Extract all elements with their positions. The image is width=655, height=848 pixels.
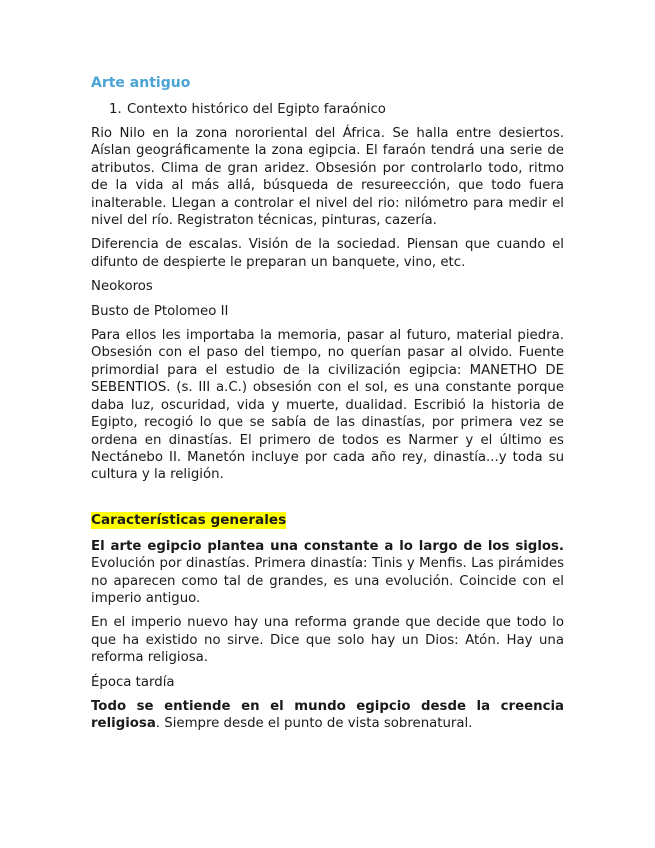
numbered-list [91, 101, 564, 119]
paragraph-creencia [91, 698, 564, 733]
bold-sentence: El arte egipcio plantea una constante a lo largo de los siglos. [91, 538, 564, 554]
list-item [91, 101, 564, 119]
section-heading-highlighted: Características generales [91, 511, 287, 528]
spacer [91, 491, 564, 509]
paragraph-nilo: Rio Nilo en la zona nororiental del África. Se halla entre desiertos. Aíslan geográficamente la zona egipcia. El faraón tendrá una serie de atributos. Clima de gran aridez. Obsesión por controlarlo todo, ritmo de la vida al más allá, búsqueda de resureección, que todo fuera inalterable. Llegan a controlar el nivel del rio: nilómetro para medir el nivel del río. Registraton técnicas, pinturas, cazería. [91, 126, 564, 229]
paragraph-escalas: Diferencia de escalas. Visión de la sociedad. Piensan que cuando el difunto de despierte le preparan un banquete, vino, etc. [91, 237, 564, 270]
paragraph-text: Evolución por dinastías. Primera dinastía: Tinis y Menfis. Las pirámides no aparecen como tal de grandes, es una evolución. Coincide con el imperio antiguo. [91, 556, 564, 606]
paragraph-imperio-nuevo: En el imperio nuevo hay una reforma grande que decide que todo lo que ha existido no sirve. Dice que solo hay un Dios: Atón. Hay una reforma religiosa. [91, 615, 564, 666]
paragraph-memoria: Para ellos les importaba la memoria, pasar al futuro, material piedra. Obsesión con el paso del tiempo, no querían pasar al olvido. Fuente primordial para el estudio de la civilización egipcia: MANETHO DE SEBENTIOS. (s. III a.C.) obsesión con el sol, es una constante porque daba luz, oscuridad, vida y muerte, dualidad. Escribió la historia de Egipto, recogió lo que se sabía de las dinastías, por primera vez se ordena en dinastías. El primero de todos es Narmer y el último es Nectánebo II. Manetón incluye por cada año rey, dinastía...y toda su cultura y la religión. [91, 328, 564, 483]
bold-sentence: Todo se entiende en el mundo egipcio desde la creencia religiosa [91, 698, 564, 732]
paragraph-neokoros: Neokoros [91, 279, 153, 295]
paragraph-epoca-tardia: Época tardía [91, 674, 175, 690]
list-number: 1. [109, 102, 122, 117]
paragraph-busto: Busto de Ptolomeo II [91, 303, 229, 319]
paragraph-text: . Siempre desde el punto de vista sobrenatural. [155, 716, 473, 732]
list-item-label: Contexto histórico del Egipto faraónico [127, 102, 386, 117]
paragraph-constante [91, 538, 564, 608]
document-title: Arte antiguo [91, 75, 191, 91]
